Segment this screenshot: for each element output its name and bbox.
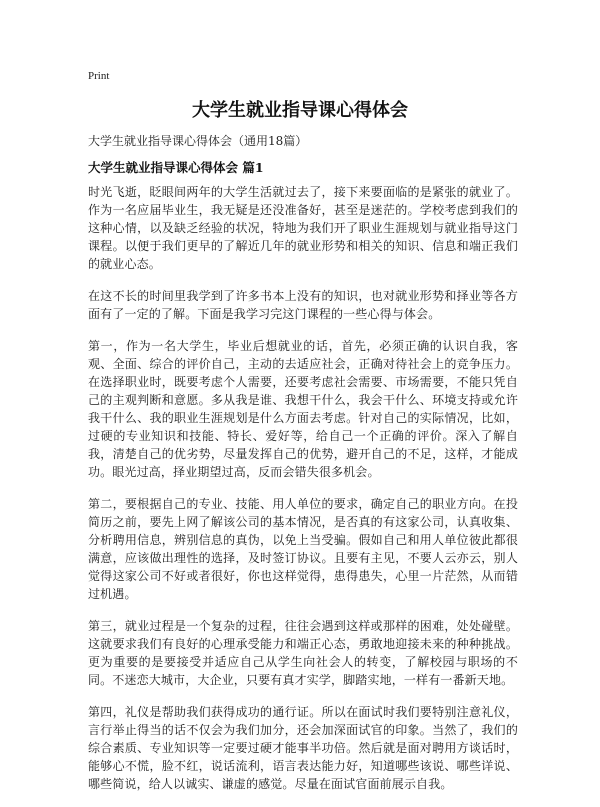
paragraph: 第一，作为一名大学生，毕业后想就业的话，首先，必须正确的认识自我，客观、全面、综合的评价自己，主动的去适应社会，正确对待社会上的竞争压力。在选择职业时，既要考虑个人需要，还要考虑社会需要、市场需要，不能只凭自己的主观判断和意愿。多从我是谁、我想干什么，我会干什么、环境支持或允许我干什么、我的职业生涯规划是什么方面去考虑。针对自己的实际情况，比如，过硬的专业知识和技能、特长、爱好等，给自己一个正确的评价。深入了解自我，清楚自己的优劣势，尽量发挥自己的优势，避开自己的不足，这样，才能成功。眼光过高，择业期望过高，反而会错失很多机会。 <box>88 339 518 479</box>
article-body <box>88 183 518 807</box>
paragraph: 第三，就业过程是一个复杂的过程，往往会遇到这样或那样的困难，处处碰壁。这就要求我们有良好的心理承受能力和端正心态，勇敢地迎接未来的种种挑战。更为重要的是要接受并适应自己从学生向社会人的转变，了解校园与职场的不同。不迷恋大城市，大企业，只要有真才实学，脚踏实地，一样有一番新天地。 <box>88 619 518 687</box>
document-subtitle: 大学生就业指导课心得体会（通用18篇） <box>88 134 308 148</box>
paragraph: 第二，要根据自己的专业、技能、用人单位的要求，确定自己的职业方向。在投简历之前，要先上网了解该公司的基本情况，是否真的有这家公司，认真收集、分析聘用信息，辨别信息的真伪，以免上当受骗。假如自己和用人单位彼此都很满意，应该做出理性的选择，及时签订协议。且要有主见，不要人云亦云，别人觉得这家公司不好或者很好，你也这样觉得，患得患失，心里一片茫然，从而错过机遇。 <box>88 497 518 601</box>
page-title: 大学生就业指导课心得体会 <box>192 100 408 121</box>
paragraph: 时光飞逝，眨眼间两年的大学生活就过去了，接下来要面临的是紧张的就业了。作为一名应届毕业生，我无疑是还没准备好，甚至是迷茫的。学校考虑到我们的这种心情，以及缺乏经验的状况，特地为我们开了职业生涯规划与就业指导这门课程。以便于我们更早的了解近几年的就业形势和相关的知识、信息和端正我们的就业心态。 <box>88 185 518 271</box>
print-link[interactable]: Print <box>88 70 110 82</box>
paragraph: 第四，礼仪是帮助我们获得成功的通行证。所以在面试时我们要特别注意礼仪，言行举止得当的话不仅会为我们加分，还会加深面试官的印象。当然了，我们的综合素质、专业知识等一定要过硬才能事半功倍。然后就是面对聘用方谈话时，能够心不慌，脸不红，说话流利，语言表达能力好，知道哪些该说、哪些详说、哪些简说，给人以诚实、谦虚的感觉。尽量在面试官面前展示自我。 <box>88 705 518 791</box>
section-heading: 大学生就业指导课心得体会 篇1 <box>88 160 264 175</box>
paragraph: 在这不长的时间里我学到了许多书本上没有的知识，也对就业形势和择业等各方面有了一定的了解。下面是我学习完这门课程的一些心得与体会。 <box>88 289 518 321</box>
